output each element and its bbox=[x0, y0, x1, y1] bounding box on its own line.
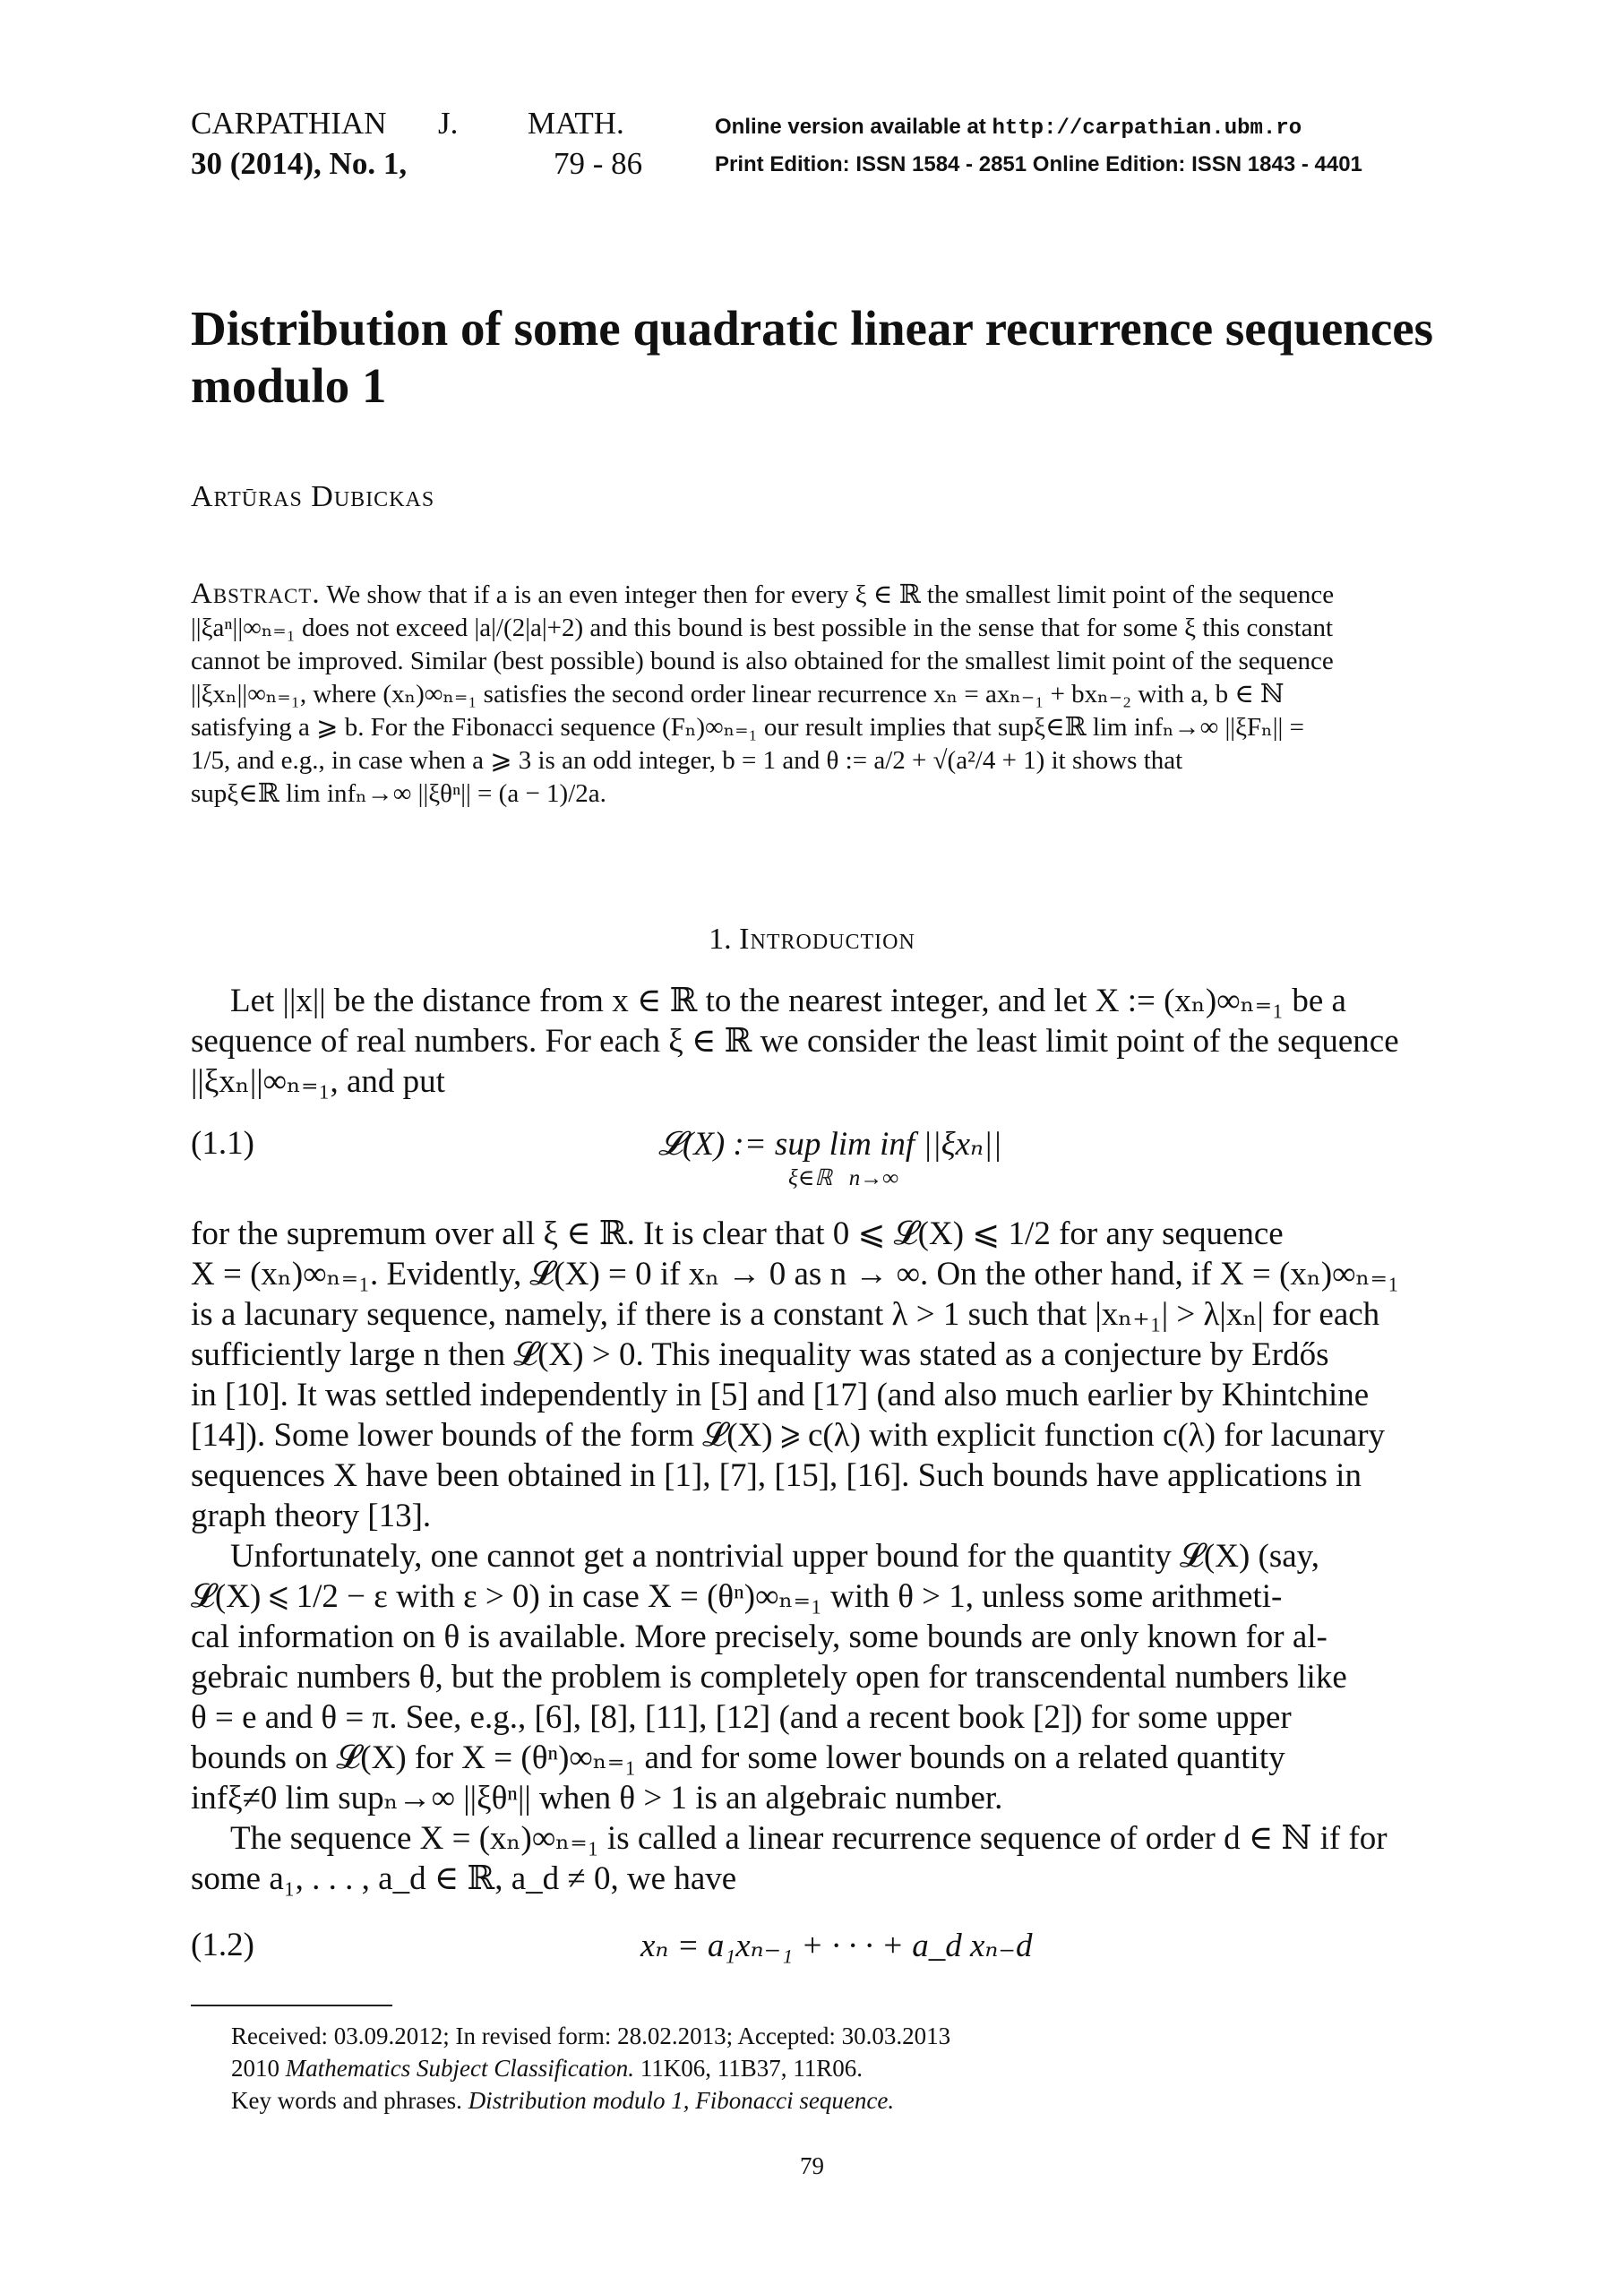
abstract-line-7: supξ∈ℝ lim infₙ→∞ ||ξθⁿ|| = (a − 1)/2a. bbox=[191, 779, 606, 808]
received-dates: Received: 03.09.2012; In revised form: 28.02.2013; Accepted: 30.03.2013 bbox=[231, 2022, 951, 2049]
intro-paragraph bbox=[191, 981, 1503, 1102]
para2-line-8: graph theory [13]. bbox=[191, 1498, 432, 1534]
equation-1-1-subscripts: ξ∈ℝ n→∞ bbox=[788, 1166, 899, 1190]
journal-word-1: CARPATHIAN bbox=[191, 106, 387, 141]
print-edition: Print Edition: ISSN 1584 - 2851 Online Edition: ISSN 1843 - 4401 bbox=[715, 152, 1362, 176]
issue-text: 30 (2014), No. 1, bbox=[191, 146, 408, 181]
author-name: Artūras Dubickas bbox=[191, 480, 435, 513]
para3-line-6: bounds on 𝓛(X) for X = (θⁿ)∞ₙ₌₁ and for some lower bounds on a related quantity bbox=[191, 1739, 1285, 1776]
title-line-2: modulo 1 bbox=[191, 358, 387, 413]
intro-line-2: sequence of real numbers. For each ξ ∈ ℝ we consider the least limit point of the sequence bbox=[191, 1023, 1399, 1060]
journal-word-3: MATH. bbox=[527, 106, 624, 141]
para3-line-4: gebraic numbers θ, but the problem is completely open for transcendental numbers like bbox=[191, 1659, 1347, 1696]
para3-line-2: 𝓛(X) ⩽ 1/2 − ε with ε > 0) in case X = (θⁿ)∞ₙ₌₁ with θ > 1, unless some arithmeti- bbox=[191, 1578, 1283, 1615]
abstract-line-5: satisfying a ⩾ b. For the Fibonacci sequence (Fₙ)∞ₙ₌₁ our result implies that supξ∈ℝ lim infₙ→∞ ||ξFₙ|| = bbox=[191, 713, 1304, 742]
title-line-1: Distribution of some quadratic linear recurrence sequences bbox=[191, 301, 1434, 356]
para3-line-5: θ = e and θ = π. See, e.g., [6], [8], [11], [12] (and a recent book [2]) for some upper bbox=[191, 1699, 1292, 1736]
intro-line-1: Let ||x|| be the distance from x ∈ ℝ to the nearest integer, and let X := (xₙ)∞ₙ₌₁ be a bbox=[230, 983, 1346, 1019]
keywords-text: Distribution modulo 1, Fibonacci sequence. bbox=[468, 2087, 895, 2114]
footnote-divider bbox=[191, 2005, 392, 2006]
para3-line-1: Unfortunately, one cannot get a nontrivial upper bound for the quantity 𝓛(X) (say, bbox=[230, 1538, 1320, 1575]
para4-line-2: some a₁, . . . , a_d ∈ ℝ, a_d ≠ 0, we have bbox=[191, 1860, 737, 1897]
section-title: Introduction bbox=[739, 923, 915, 956]
abstract-line-2: ||ξaⁿ||∞ₙ₌₁ does not exceed |a|/(2|a|+2) and this bound is best possible in the sense that for some ξ this constant bbox=[191, 614, 1334, 642]
page-number: 79 bbox=[800, 2152, 824, 2179]
msc-codes: 11K06, 11B37, 11R06. bbox=[633, 2055, 863, 2082]
abstract-line-3: cannot be improved. Similar (best possible) bound is also obtained for the smallest limit point of the sequence bbox=[191, 647, 1334, 675]
abstract-label: Abstract. bbox=[191, 578, 321, 610]
para3-line-7: infξ≠0 lim supₙ→∞ ||ξθⁿ|| when θ > 1 is an algebraic number. bbox=[191, 1780, 1003, 1816]
journal-word-2: J. bbox=[437, 106, 459, 141]
para2-line-2: X = (xₙ)∞ₙ₌₁. Evidently, 𝓛(X) = 0 if xₙ → 0 as n → ∞. On the other hand, if X = (xₙ)∞ₙ₌₁ bbox=[191, 1256, 1399, 1292]
paragraph-3 bbox=[191, 1536, 1503, 1818]
para2-line-3: is a lacunary sequence, namely, if there is a constant λ > 1 such that |xₙ₊₁| > λ|xₙ| for each bbox=[191, 1296, 1380, 1333]
equation-1-2-label: (1.2) bbox=[191, 1927, 254, 1963]
para2-line-4: sufficiently large n then 𝓛(X) > 0. This inequality was stated as a conjecture by Erdős bbox=[191, 1336, 1329, 1373]
journal-pages: 79 - 86 bbox=[554, 146, 643, 181]
paper-title bbox=[191, 300, 1433, 415]
msc-label: Mathematics Subject Classification. bbox=[285, 2055, 634, 2082]
section-number: 1. bbox=[709, 923, 732, 956]
online-version bbox=[715, 115, 1302, 141]
para2-line-7: sequences X have been obtained in [1], [7], [15], [16]. Such bounds have applications in bbox=[191, 1457, 1362, 1494]
section-heading bbox=[0, 923, 1624, 957]
para2-line-5: in [10]. It was settled independently in [5] and [17] (and also much earlier by Khintchine bbox=[191, 1377, 1370, 1413]
msc-line: 2010 Mathematics Subject Classification. 11K06, 11B37, 11R06. bbox=[231, 2055, 863, 2082]
abstract-line-4: ||ξxₙ||∞ₙ₌₁, where (xₙ)∞ₙ₌₁ satisfies the second order linear recurrence xₙ = axₙ₋₁ + bxₙ₋₂ with a, b ∈ ℕ bbox=[191, 680, 1285, 709]
equation-1-1-label: (1.1) bbox=[191, 1125, 254, 1162]
intro-line-3: ||ξxₙ||∞ₙ₌₁, and put bbox=[191, 1063, 445, 1100]
para2-line-6: [14]). Some lower bounds of the form 𝓛(X) ⩾ c(λ) with explicit function c(λ) for lacunary bbox=[191, 1417, 1386, 1454]
abstract-line-6: 1/5, and e.g., in case when a ⩾ 3 is an odd integer, b = 1 and θ := a/2 + √(a²/4 + 1) it shows that bbox=[191, 746, 1183, 775]
journal-name bbox=[191, 106, 624, 142]
equation-1-1: 𝓛(X) := sup lim inf ||ξxₙ|| bbox=[658, 1126, 1002, 1163]
equation-1-2: xₙ = a₁xₙ₋₁ + · · · + a_d xₙ₋d bbox=[640, 1928, 1033, 1964]
footnotes bbox=[231, 2020, 1503, 2117]
keywords-label: Key words and phrases. bbox=[231, 2087, 468, 2114]
para4-line-1: The sequence X = (xₙ)∞ₙ₌₁ is called a linear recurrence sequence of order d ∈ ℕ if for bbox=[230, 1820, 1388, 1857]
para2-line-1: for the supremum over all ξ ∈ ℝ. It is clear that 0 ⩽ 𝓛(X) ⩽ 1/2 for any sequence bbox=[191, 1215, 1284, 1252]
paragraph-4 bbox=[191, 1818, 1503, 1899]
journal-issue bbox=[191, 146, 407, 182]
keywords-line bbox=[231, 2084, 1503, 2117]
online-url-link[interactable]: http://carpathian.ubm.ro bbox=[992, 116, 1302, 141]
paragraph-2 bbox=[191, 1214, 1503, 1536]
abstract-line-1: Abstract. We show that if a is an even integer then for every ξ ∈ ℝ the smallest limit point of the sequence bbox=[191, 578, 1335, 610]
para3-line-3: cal information on θ is available. More precisely, some bounds are only known for al- bbox=[191, 1619, 1328, 1655]
abstract bbox=[191, 578, 1503, 811]
online-label: Online version available at bbox=[715, 115, 992, 139]
